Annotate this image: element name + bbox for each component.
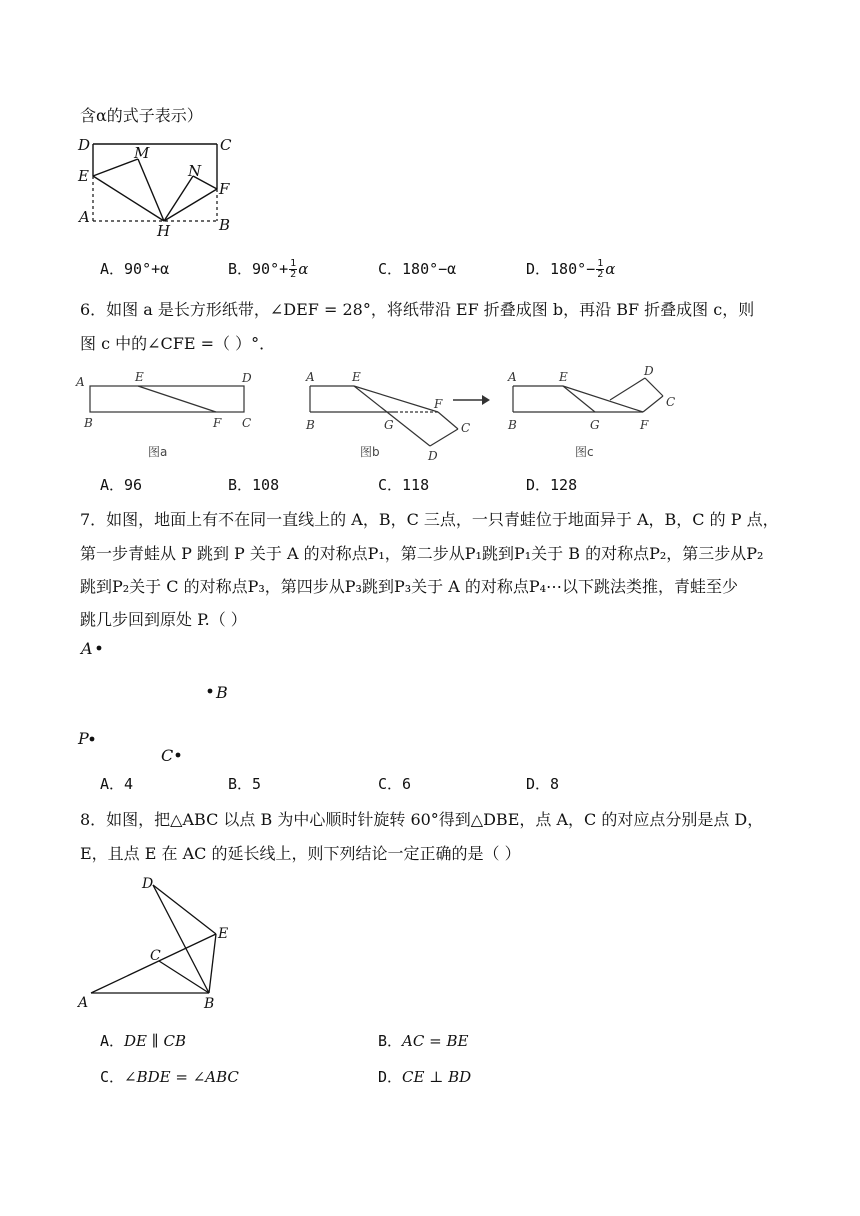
q6a-label-f: F bbox=[213, 416, 222, 430]
q6b-label-c: C bbox=[461, 421, 471, 435]
q8-option-a[interactable]: A．DE ∥ CB bbox=[100, 1032, 186, 1050]
q8-option-d[interactable]: D．CE ⊥ BD bbox=[378, 1068, 472, 1086]
q8-figure bbox=[76, 872, 246, 1014]
q6-caption-b: 图b bbox=[360, 445, 380, 459]
q7-text-line2: 第一步青蛙从 P 跳到 P 关于 A 的对称点P₁，第二步从P₁跳到P₁关于 B 的对称点P₂，第三步从P₂ bbox=[80, 544, 764, 563]
q6-text-line2: 图 c 中的∠CFE =（ ）°． bbox=[80, 334, 276, 353]
q7-point-b bbox=[208, 689, 213, 694]
q6-option-c[interactable]: C．118 bbox=[378, 476, 430, 494]
fraction: $\frac{1}{2}$ bbox=[290, 258, 297, 280]
q7-point-p-label: P bbox=[78, 729, 89, 748]
q5-label-f: F bbox=[219, 180, 230, 198]
q6b-label-a: A bbox=[306, 370, 315, 384]
q8-label-d: D bbox=[142, 876, 154, 892]
q5-option-a[interactable]: A．90°+α bbox=[100, 260, 170, 278]
q6-option-b[interactable]: B．108 bbox=[228, 476, 280, 494]
q6b-label-f: F bbox=[434, 397, 443, 411]
q5-figure bbox=[76, 134, 246, 240]
q6a-label-d: D bbox=[242, 371, 252, 385]
q7-text-line3: 跳到P₂关于 C 的对称点P₃，第四步从P₃跳到P₃关于 A 的对称点P₄⋯以下跳法类推，青蛙至少 bbox=[80, 577, 739, 596]
q8-label-a: A bbox=[78, 995, 89, 1011]
q6a-label-e: E bbox=[135, 370, 144, 384]
q6c-label-c: C bbox=[666, 395, 676, 409]
q8-label-c: C bbox=[150, 948, 161, 964]
q5-label-c: C bbox=[220, 136, 232, 154]
q6c-label-g: G bbox=[590, 418, 600, 432]
q6b-label-e: E bbox=[352, 370, 361, 384]
q7-option-d[interactable]: D．8 bbox=[526, 775, 560, 793]
q7-option-b[interactable]: B．5 bbox=[228, 775, 262, 793]
q6-caption-a: 图a bbox=[148, 445, 168, 459]
q6c-label-f: F bbox=[640, 418, 649, 432]
q6b-label-b: B bbox=[306, 418, 315, 432]
fraction: $\frac{1}{2}$ bbox=[597, 258, 604, 280]
q6c-label-a: A bbox=[508, 370, 517, 384]
q6c-label-b: B bbox=[508, 418, 517, 432]
q8-text-line2: E，且点 E 在 AC 的延长线上，则下列结论一定正确的是（ ） bbox=[80, 844, 521, 863]
q6-caption-c: 图c bbox=[575, 445, 594, 459]
q7-figure bbox=[76, 636, 236, 770]
q5-label-m: M bbox=[134, 144, 150, 162]
q6-text-line1: 6．如图 a 是长方形纸带，∠DEF = 28°，将纸带沿 EF 折叠成图 b，再沿 BF 折叠成图 c，则 bbox=[80, 300, 755, 319]
q6-figures bbox=[70, 366, 690, 466]
q7-point-a bbox=[97, 646, 102, 651]
q6a-label-a: A bbox=[76, 375, 85, 389]
q7-text-line1: 7．如图，地面上有不在同一直线上的 A，B，C 三点，一只青蛙位于地面异于 A，B，C 的 P 点， bbox=[80, 510, 779, 529]
q8-label-e: E bbox=[218, 926, 229, 942]
q7-point-c-label: C bbox=[161, 746, 174, 765]
q7-point-c bbox=[176, 753, 181, 758]
q8-option-c[interactable]: C．∠BDE = ∠ABC bbox=[100, 1068, 239, 1086]
q7-option-a[interactable]: A．4 bbox=[100, 775, 134, 793]
q7-point-b-label: B bbox=[216, 683, 228, 702]
q5-option-d[interactable]: D．180°− $\frac{1}{2}$ α bbox=[526, 258, 616, 280]
q5-label-b: B bbox=[219, 216, 231, 234]
q5-option-b[interactable]: B．90°+ $\frac{1}{2}$ α bbox=[228, 258, 309, 280]
q5-label-e: E bbox=[78, 167, 89, 185]
q6b-label-d: D bbox=[428, 449, 438, 463]
q6c-label-e: E bbox=[559, 370, 568, 384]
q8-text-line1: 8．如图，把△ABC 以点 B 为中心顺时针旋转 60°得到△DBE，点 A，C 的对应点分别是点 D， bbox=[80, 810, 764, 829]
q7-point-p bbox=[90, 737, 95, 742]
q7-text-line4: 跳几步回到原处 P.（ ） bbox=[80, 610, 247, 629]
q6b-label-g: G bbox=[384, 418, 394, 432]
q5-text-tail: 含α的式子表示） bbox=[80, 106, 203, 125]
q5-label-a: A bbox=[79, 208, 90, 226]
q5-option-c[interactable]: C．180°−α bbox=[378, 260, 457, 278]
q6-option-d[interactable]: D．128 bbox=[526, 476, 578, 494]
q5-label-n: N bbox=[188, 162, 202, 180]
q7-point-a-label: A bbox=[81, 639, 93, 658]
q7-option-c[interactable]: C．6 bbox=[378, 775, 412, 793]
q8-option-b[interactable]: B．AC = BE bbox=[378, 1032, 469, 1050]
q6-option-a[interactable]: A．96 bbox=[100, 476, 143, 494]
q5-label-h: H bbox=[157, 222, 171, 240]
q5-label-d: D bbox=[78, 136, 91, 154]
q6c-label-d: D bbox=[644, 366, 654, 378]
q6a-label-b: B bbox=[84, 416, 93, 430]
q6a-label-c: C bbox=[242, 416, 252, 430]
q8-label-b: B bbox=[204, 996, 215, 1012]
